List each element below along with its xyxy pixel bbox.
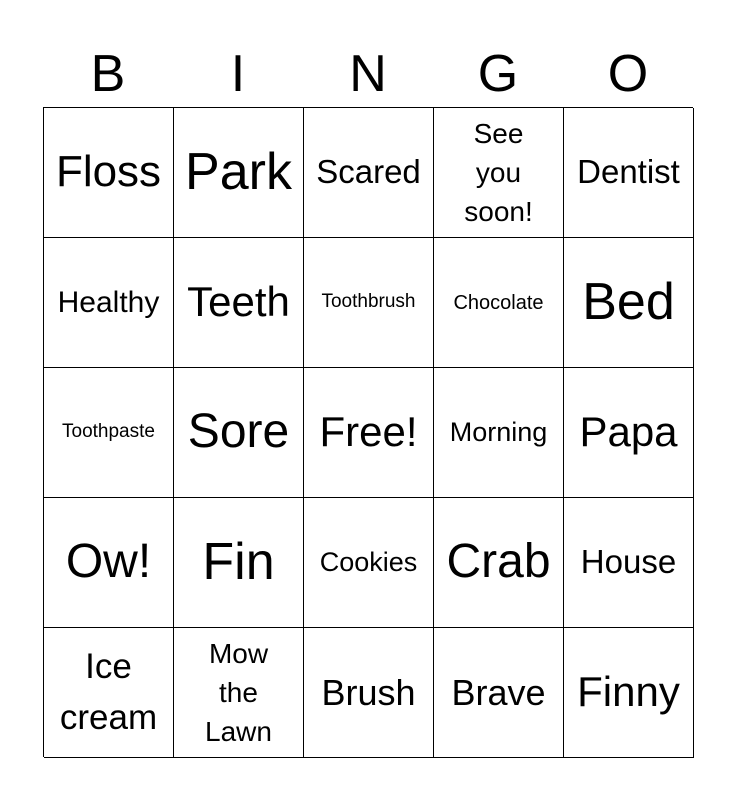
cell-text: Bed — [582, 273, 675, 332]
cell-text: Ice cream — [59, 646, 158, 737]
bingo-cell-r2-c3[interactable] — [304, 238, 434, 368]
cell-text: Toothbrush — [321, 291, 416, 313]
cell-text: Chocolate — [453, 291, 544, 314]
bingo-cell-r3-c4[interactable] — [434, 368, 564, 498]
bingo-cell-r5-c3[interactable] — [304, 628, 434, 758]
cell-text: Park — [185, 143, 292, 202]
bingo-cell-r1-c3[interactable] — [304, 108, 434, 238]
bingo-cell-r3-c1[interactable] — [44, 368, 174, 498]
bingo-cell-r1-c4[interactable] — [434, 108, 564, 238]
bingo-cell-r5-c2[interactable] — [174, 628, 304, 758]
bingo-cell-r4-c4[interactable] — [434, 498, 564, 628]
cell-text: Fin — [202, 533, 275, 592]
cell-text: Scared — [316, 153, 421, 191]
cell-text: Free! — [319, 408, 418, 456]
cell-text: Teeth — [187, 278, 290, 326]
bingo-cell-r3-c3[interactable] — [304, 368, 434, 498]
cell-text: Cookies — [319, 546, 418, 577]
cell-text: Finny — [577, 668, 680, 716]
header-letter-i: I — [230, 45, 246, 103]
cell-text: Dentist — [577, 153, 680, 191]
cell-text: Sore — [187, 405, 290, 459]
cell-text: Crab — [446, 535, 551, 589]
cell-text: Morning — [449, 416, 548, 447]
bingo-cell-r1-c2[interactable] — [174, 108, 304, 238]
bingo-cell-r5-c5[interactable] — [564, 628, 694, 758]
header-letter-o: O — [607, 45, 649, 103]
bingo-cell-r4-c5[interactable] — [564, 498, 694, 628]
bingo-cell-r5-c4[interactable] — [434, 628, 564, 758]
bingo-cell-r2-c4[interactable] — [434, 238, 564, 368]
header-letter-b: B — [90, 45, 126, 103]
cell-text: Ow! — [65, 535, 152, 589]
bingo-cell-r1-c5[interactable] — [564, 108, 694, 238]
cell-text: Mow the Lawn — [205, 637, 272, 748]
cell-text: See you soon! — [464, 117, 533, 228]
bingo-cell-r1-c1[interactable] — [44, 108, 174, 238]
header-letter-n: N — [349, 45, 387, 103]
cell-text: House — [580, 543, 677, 581]
cell-text: Papa — [579, 408, 678, 456]
bingo-header — [43, 40, 693, 108]
cell-text: Floss — [55, 147, 162, 197]
cell-text: Brave — [451, 671, 546, 713]
bingo-cell-r2-c5[interactable] — [564, 238, 694, 368]
bingo-cell-r3-c5[interactable] — [564, 368, 694, 498]
bingo-cell-r2-c2[interactable] — [174, 238, 304, 368]
bingo-cell-r4-c1[interactable] — [44, 498, 174, 628]
bingo-cell-r5-c1[interactable] — [44, 628, 174, 758]
cell-text: Toothpaste — [62, 421, 155, 443]
bingo-cell-r2-c1[interactable] — [44, 238, 174, 368]
bingo-cell-r4-c3[interactable] — [304, 498, 434, 628]
bingo-cell-r3-c2[interactable] — [174, 368, 304, 498]
bingo-board — [43, 107, 693, 757]
header-letter-g: G — [477, 45, 519, 103]
bingo-cell-r4-c2[interactable] — [174, 498, 304, 628]
cell-text: Healthy — [57, 286, 160, 319]
cell-text: Brush — [321, 671, 416, 713]
